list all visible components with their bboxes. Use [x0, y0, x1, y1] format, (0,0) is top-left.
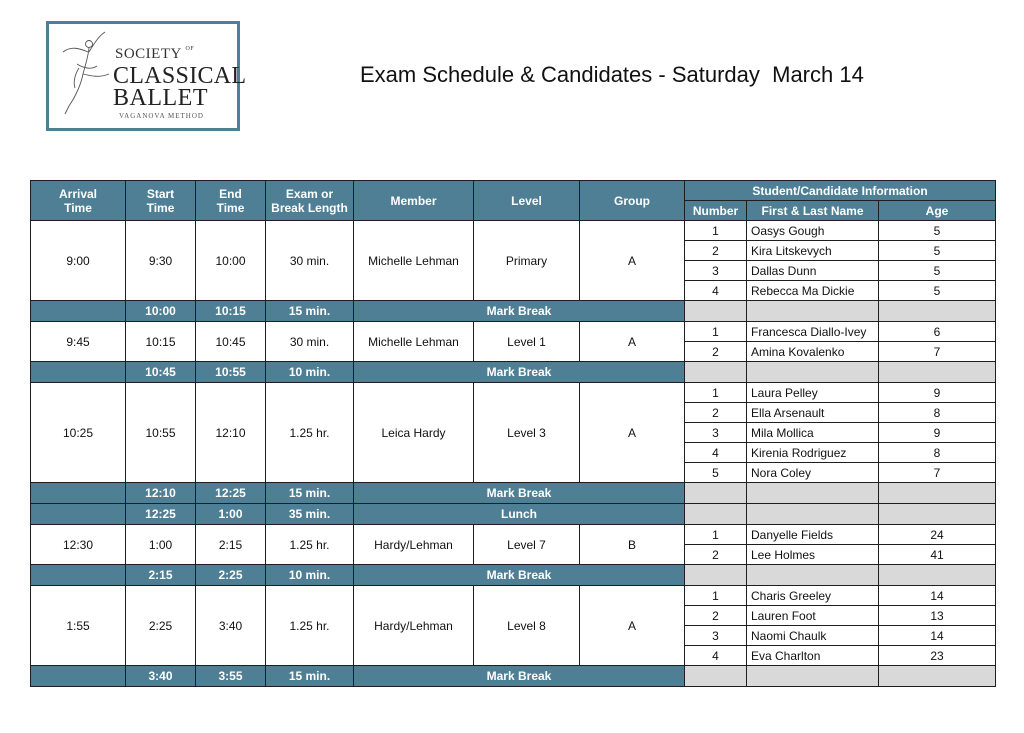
header-start-time: Start Time	[126, 181, 196, 221]
student-age-cell: 41	[879, 545, 996, 565]
break-start-cell: 10:00	[126, 301, 196, 322]
arrival-time-cell: 9:45	[31, 322, 126, 362]
break-arrival-cell	[31, 362, 126, 383]
student-name-cell: Lauren Foot	[747, 606, 879, 626]
break-label-cell: Mark Break	[354, 666, 685, 687]
student-number-cell: 4	[685, 443, 747, 463]
break-arrival-cell	[31, 483, 126, 504]
break-label-cell: Lunch	[354, 504, 685, 525]
break-age-cell	[879, 666, 996, 687]
break-number-cell	[685, 504, 747, 525]
arrival-time-cell: 9:00	[31, 221, 126, 301]
student-age-cell: 7	[879, 463, 996, 483]
table-row	[31, 525, 996, 545]
schedule-table	[30, 180, 996, 687]
header-arrival-time: Arrival Time	[31, 181, 126, 221]
table-row	[31, 586, 996, 606]
table-row	[31, 221, 996, 241]
break-length-cell: 15 min.	[266, 483, 354, 504]
start-time-cell: 10:55	[126, 383, 196, 483]
student-age-cell: 9	[879, 423, 996, 443]
break-end-cell: 1:00	[196, 504, 266, 525]
length-cell: 1.25 hr.	[266, 525, 354, 565]
student-age-cell: 5	[879, 281, 996, 301]
arrival-time-cell: 1:55	[31, 586, 126, 666]
student-name-cell: Lee Holmes	[747, 545, 879, 565]
member-cell: Leica Hardy	[354, 383, 474, 483]
start-time-cell: 2:25	[126, 586, 196, 666]
break-start-cell: 12:10	[126, 483, 196, 504]
student-name-cell: Nora Coley	[747, 463, 879, 483]
student-age-cell: 8	[879, 403, 996, 423]
student-number-cell: 2	[685, 342, 747, 362]
break-age-cell	[879, 301, 996, 322]
student-age-cell: 8	[879, 443, 996, 463]
break-length-cell: 35 min.	[266, 504, 354, 525]
student-number-cell: 1	[685, 586, 747, 606]
student-name-cell: Kirenia Rodriguez	[747, 443, 879, 463]
break-arrival-cell	[31, 301, 126, 322]
header-name: First & Last Name	[747, 201, 879, 221]
break-end-cell: 10:15	[196, 301, 266, 322]
member-cell: Hardy/Lehman	[354, 586, 474, 666]
length-cell: 30 min.	[266, 322, 354, 362]
break-end-cell: 10:55	[196, 362, 266, 383]
break-label-cell: Mark Break	[354, 483, 685, 504]
student-name-cell: Ella Arsenault	[747, 403, 879, 423]
logo-text-ballet: BALLET	[113, 85, 208, 111]
break-length-cell: 10 min.	[266, 362, 354, 383]
student-name-cell: Eva Charlton	[747, 646, 879, 666]
student-number-cell: 1	[685, 322, 747, 342]
header-member: Member	[354, 181, 474, 221]
break-end-cell: 12:25	[196, 483, 266, 504]
student-name-cell: Rebecca Ma Dickie	[747, 281, 879, 301]
break-name-cell	[747, 483, 879, 504]
student-age-cell: 9	[879, 383, 996, 403]
length-cell: 1.25 hr.	[266, 383, 354, 483]
student-number-cell: 3	[685, 423, 747, 443]
student-age-cell: 7	[879, 342, 996, 362]
page-title: Exam Schedule & Candidates - Saturday March 14	[360, 62, 864, 87]
student-number-cell: 3	[685, 261, 747, 281]
header-group: Group	[580, 181, 685, 221]
table-row	[31, 383, 996, 403]
break-age-cell	[879, 565, 996, 586]
student-age-cell: 14	[879, 626, 996, 646]
break-age-cell	[879, 504, 996, 525]
group-cell: A	[580, 322, 685, 362]
break-number-cell	[685, 301, 747, 322]
length-cell: 30 min.	[266, 221, 354, 301]
break-row	[31, 301, 996, 322]
break-end-cell: 2:25	[196, 565, 266, 586]
break-row	[31, 504, 996, 525]
student-number-cell: 4	[685, 281, 747, 301]
student-number-cell: 1	[685, 383, 747, 403]
student-name-cell: Danyelle Fields	[747, 525, 879, 545]
break-arrival-cell	[31, 504, 126, 525]
break-name-cell	[747, 565, 879, 586]
student-name-cell: Naomi Chaulk	[747, 626, 879, 646]
student-number-cell: 4	[685, 646, 747, 666]
break-start-cell: 12:25	[126, 504, 196, 525]
student-name-cell: Kira Litskevych	[747, 241, 879, 261]
break-number-cell	[685, 666, 747, 687]
end-time-cell: 10:00	[196, 221, 266, 301]
student-number-cell: 5	[685, 463, 747, 483]
arrival-time-cell: 10:25	[31, 383, 126, 483]
end-time-cell: 3:40	[196, 586, 266, 666]
break-label-cell: Mark Break	[354, 565, 685, 586]
break-row	[31, 565, 996, 586]
student-name-cell: Oasys Gough	[747, 221, 879, 241]
break-name-cell	[747, 666, 879, 687]
break-start-cell: 2:15	[126, 565, 196, 586]
break-row	[31, 666, 996, 687]
student-age-cell: 5	[879, 261, 996, 281]
student-number-cell: 2	[685, 606, 747, 626]
break-end-cell: 3:55	[196, 666, 266, 687]
break-arrival-cell	[31, 565, 126, 586]
student-name-cell: Mila Mollica	[747, 423, 879, 443]
break-age-cell	[879, 483, 996, 504]
student-age-cell: 23	[879, 646, 996, 666]
level-cell: Level 3	[474, 383, 580, 483]
student-number-cell: 2	[685, 403, 747, 423]
arrival-time-cell: 12:30	[31, 525, 126, 565]
group-cell: B	[580, 525, 685, 565]
break-length-cell: 10 min.	[266, 565, 354, 586]
student-age-cell: 24	[879, 525, 996, 545]
header-student-info: Student/Candidate Information	[685, 181, 996, 201]
header-length: Exam or Break Length	[266, 181, 354, 221]
level-cell: Level 1	[474, 322, 580, 362]
logo-text-classical: CLASSICAL	[113, 63, 247, 89]
break-label-cell: Mark Break	[354, 362, 685, 383]
dancer-icon	[55, 28, 115, 128]
header-level: Level	[474, 181, 580, 221]
group-cell: A	[580, 383, 685, 483]
schedule-body	[31, 221, 996, 687]
break-name-cell	[747, 504, 879, 525]
break-number-cell	[685, 362, 747, 383]
break-number-cell	[685, 565, 747, 586]
break-age-cell	[879, 362, 996, 383]
member-cell: Michelle Lehman	[354, 322, 474, 362]
student-name-cell: Charis Greeley	[747, 586, 879, 606]
student-name-cell: Francesca Diallo-Ivey	[747, 322, 879, 342]
student-name-cell: Laura Pelley	[747, 383, 879, 403]
end-time-cell: 12:10	[196, 383, 266, 483]
society-logo: SOCIETY $^{OF}$ CLASSICAL BALLET VAGANOVA METHOD	[46, 21, 240, 131]
break-length-cell: 15 min.	[266, 666, 354, 687]
start-time-cell: 1:00	[126, 525, 196, 565]
break-start-cell: 10:45	[126, 362, 196, 383]
student-number-cell: 2	[685, 241, 747, 261]
header-number: Number	[685, 201, 747, 221]
break-name-cell	[747, 301, 879, 322]
break-row	[31, 483, 996, 504]
break-arrival-cell	[31, 666, 126, 687]
break-label-cell: Mark Break	[354, 301, 685, 322]
break-row	[31, 362, 996, 383]
length-cell: 1.25 hr.	[266, 586, 354, 666]
student-name-cell: Dallas Dunn	[747, 261, 879, 281]
student-age-cell: 5	[879, 241, 996, 261]
member-cell: Hardy/Lehman	[354, 525, 474, 565]
group-cell: A	[580, 586, 685, 666]
student-age-cell: 14	[879, 586, 996, 606]
student-number-cell: 2	[685, 545, 747, 565]
start-time-cell: 10:15	[126, 322, 196, 362]
student-age-cell: 5	[879, 221, 996, 241]
break-number-cell	[685, 483, 747, 504]
table-row	[31, 322, 996, 342]
level-cell: Primary	[474, 221, 580, 301]
end-time-cell: 10:45	[196, 322, 266, 362]
logo-text-method: VAGANOVA METHOD	[119, 112, 204, 120]
member-cell: Michelle Lehman	[354, 221, 474, 301]
student-age-cell: 13	[879, 606, 996, 626]
logo-text-society: SOCIETY	[115, 46, 182, 62]
student-age-cell: 6	[879, 322, 996, 342]
group-cell: A	[580, 221, 685, 301]
break-name-cell	[747, 362, 879, 383]
break-start-cell: 3:40	[126, 666, 196, 687]
student-number-cell: 1	[685, 221, 747, 241]
student-number-cell: 1	[685, 525, 747, 545]
header-end-time: End Time	[196, 181, 266, 221]
end-time-cell: 2:15	[196, 525, 266, 565]
student-name-cell: Amina Kovalenko	[747, 342, 879, 362]
start-time-cell: 9:30	[126, 221, 196, 301]
level-cell: Level 8	[474, 586, 580, 666]
level-cell: Level 7	[474, 525, 580, 565]
break-length-cell: 15 min.	[266, 301, 354, 322]
student-number-cell: 3	[685, 626, 747, 646]
header-age: Age	[879, 201, 996, 221]
